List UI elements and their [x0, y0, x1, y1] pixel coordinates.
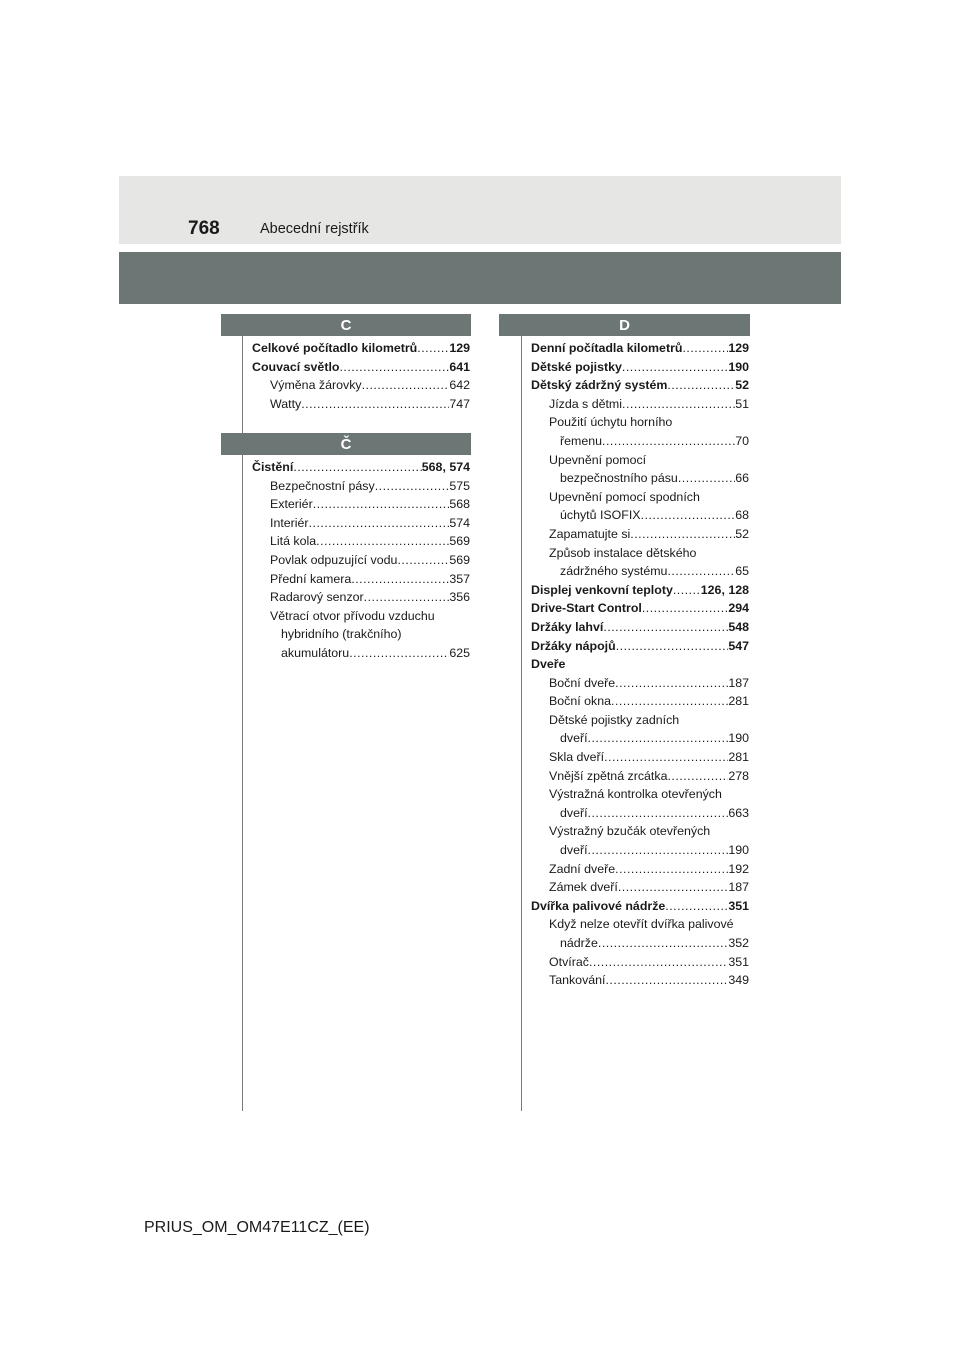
index-entry: [531, 339, 749, 358]
index-entry: [531, 878, 749, 897]
index-entry-term: Jízda s dětmi: [549, 396, 622, 411]
index-entry: [531, 637, 749, 656]
index-entry-page: 66: [735, 471, 749, 486]
index-entry-term: Výměna žárovky: [270, 378, 362, 393]
index-entry: [531, 711, 749, 730]
index-entry-page: 129: [449, 341, 470, 355]
index-entry-term: Boční dveře: [549, 675, 616, 690]
index-entry-term: zádržného systému: [560, 564, 668, 579]
index-entry: [531, 692, 749, 711]
index-entry-term: Zadní dveře: [549, 861, 616, 876]
index-entry-page: 52: [735, 378, 749, 393]
index-entry: [252, 551, 470, 570]
index-entry-term: úchytů ISOFIX: [560, 508, 641, 523]
index-entry-leader: [316, 532, 449, 551]
index-entry: [531, 785, 749, 804]
index-entry: [531, 674, 749, 693]
section-letter-c: C: [221, 314, 471, 336]
index-entry-term: Dětské pojistky: [531, 359, 622, 374]
index-entry-leader: [667, 562, 735, 581]
index-entry-term: Čistění: [252, 460, 294, 474]
index-entry-term: Exteriér: [270, 497, 313, 512]
index-entry-term: Výstražný bzučák otevřených: [549, 824, 711, 839]
index-entry-term: Celkové počítadlo kilometrů: [252, 341, 418, 355]
index-entry-term: Displej venkovní teploty: [531, 582, 673, 597]
index-entry-term: Tankování: [549, 973, 606, 988]
index-entry-leader: [618, 878, 728, 897]
index-entry-page: 747: [449, 396, 470, 411]
index-entry-term: Radarový senzor: [270, 590, 364, 605]
index-entry-leader: [611, 692, 728, 711]
index-entry: [531, 581, 749, 600]
index-entry-term: Když nelze otevřít dvířka palivové: [549, 917, 734, 932]
index-entry-page: 663: [728, 805, 749, 820]
index-list-c: [252, 339, 470, 413]
index-entry-leader: [588, 729, 729, 748]
index-entry-leader: [351, 570, 449, 589]
index-entry: [531, 562, 749, 581]
index-entry-leader: [605, 971, 728, 990]
index-entry: [531, 767, 749, 786]
index-entry: [252, 644, 470, 663]
index-list-c-caron: [252, 458, 470, 663]
index-entry-page: 349: [728, 973, 749, 988]
index-entry: [531, 488, 749, 507]
index-entry-term: Couvací světlo: [252, 359, 340, 374]
index-entry: [252, 358, 470, 377]
index-entry-leader: [598, 934, 728, 953]
index-entry: [531, 599, 749, 618]
index-entry: [531, 971, 749, 990]
index-entry-page: 129: [728, 341, 749, 355]
index-entry-leader: [309, 514, 450, 533]
index-entry: [531, 506, 749, 525]
index-entry-page: 52: [735, 526, 749, 541]
index-entry-term: Vnější zpětná zrcátka: [549, 768, 668, 783]
index-entry-leader: [665, 897, 728, 916]
index-entry-page: 278: [728, 768, 749, 783]
index-entry: [531, 822, 749, 841]
index-entry-term: řemenu: [560, 433, 603, 448]
index-entry-term: Větrací otvor přívodu vzduchu: [270, 608, 435, 623]
index-entry-page: 192: [728, 861, 749, 876]
index-entry-leader: [667, 767, 728, 786]
index-entry: [531, 358, 749, 377]
section-letter-d: D: [499, 314, 750, 336]
index-entry: [252, 570, 470, 589]
index-entry-page: 547: [728, 638, 749, 653]
index-entry: [531, 953, 749, 972]
document-code: PRIUS_OM_OM47E11CZ_(EE): [144, 1219, 370, 1236]
index-entry-term: dveří: [560, 731, 588, 746]
index-entry-term: Interiér: [270, 515, 309, 530]
page-number: 768: [188, 218, 220, 239]
index-entry-page: 351: [728, 898, 749, 913]
index-entry-term: hybridního (trakčního): [281, 627, 402, 642]
index-entry-term: Dětský zádržný systém: [531, 378, 668, 393]
index-entry-page: 569: [449, 552, 470, 567]
index-entry: [252, 395, 470, 414]
section-letter-c-caron: Č: [221, 433, 471, 455]
index-entry-page: 568, 574: [421, 460, 470, 474]
index-entry-term: Boční okna: [549, 694, 611, 709]
index-entry-term: Použití úchytu horního: [549, 415, 673, 430]
index-entry: [531, 860, 749, 879]
index-entry-leader: [301, 395, 449, 414]
index-entry-term: Denní počítadla kilometrů: [531, 341, 683, 355]
index-entry-page: 642: [449, 378, 470, 393]
index-entry-leader: [362, 376, 450, 395]
index-entry-term: Dveře: [531, 657, 566, 672]
index-entry-page: 574: [449, 515, 470, 530]
index-entry-page: 187: [728, 880, 749, 895]
index-entry-page: 294: [728, 601, 749, 616]
index-entry-leader: [417, 339, 449, 358]
index-entry-term: dveří: [560, 843, 588, 858]
index-entry-page: 352: [728, 936, 749, 950]
index-entry-page: 351: [728, 954, 749, 969]
index-entry: [531, 544, 749, 563]
index-entry-leader: [313, 495, 450, 514]
index-entry-page: 625: [449, 645, 470, 660]
right-column-divider: [521, 314, 522, 1111]
index-entry-leader: [641, 506, 736, 525]
index-entry: [252, 458, 470, 477]
index-entry-leader: [622, 395, 735, 414]
index-entry-term: Přední kamera: [270, 571, 352, 586]
index-entry-term: Zámek dveří: [549, 880, 618, 895]
index-entry-leader: [375, 477, 450, 496]
index-entry-page: 190: [728, 843, 749, 858]
index-entry-term: Držáky nápojů: [531, 638, 616, 653]
index-entry-leader: [349, 644, 449, 663]
index-entry-page: 641: [449, 359, 470, 374]
index-entry-leader: [603, 618, 728, 637]
index-entry-term: Bezpečnostní pásy: [270, 478, 375, 493]
index-entry-leader: [293, 458, 421, 477]
index-entry-page: 190: [728, 359, 749, 374]
index-entry-leader: [667, 376, 735, 395]
index-entry-leader: [622, 358, 728, 377]
index-entry-term: Litá kola: [270, 534, 317, 549]
index-entry-leader: [615, 674, 728, 693]
index-entry: [531, 376, 749, 395]
index-entry-page: 357: [449, 571, 470, 586]
index-entry-leader: [630, 525, 735, 544]
index-entry-page: 190: [728, 731, 749, 746]
index-entry-leader: [339, 358, 449, 377]
index-entry-term: Povlak odpuzující vodu: [270, 552, 398, 567]
index-entry: [531, 729, 749, 748]
index-entry-page: 187: [728, 675, 749, 690]
index-entry: [252, 625, 470, 644]
index-entry-page: 281: [728, 694, 749, 709]
index-entry-page: 281: [728, 750, 749, 765]
index-entry-leader: [589, 953, 728, 972]
header-top-band: [119, 176, 841, 244]
page-title: Abecední rejstřík: [260, 221, 369, 237]
header-dark-band: [119, 252, 841, 304]
index-entry: [252, 477, 470, 496]
index-entry: [531, 432, 749, 451]
index-entry-leader: [604, 748, 728, 767]
index-entry: [531, 915, 749, 934]
index-entry-term: Otvírač: [549, 954, 589, 969]
index-entry-leader: [588, 841, 729, 860]
index-entry: [531, 525, 749, 544]
index-entry-leader: [616, 637, 729, 656]
index-entry-page: 65: [735, 564, 749, 579]
index-entry-page: 126, 128: [700, 582, 749, 597]
index-entry-term: Upevnění pomocí spodních: [549, 489, 700, 504]
index-entry: [531, 748, 749, 767]
index-list-d: [531, 339, 749, 990]
index-entry-leader: [397, 551, 449, 570]
index-entry-term: akumulátoru: [281, 645, 350, 660]
index-entry-leader: [615, 860, 728, 879]
index-entry: [252, 532, 470, 551]
index-entry-term: Držáky lahví: [531, 619, 604, 634]
index-entry-term: Drive-Start Control: [531, 601, 642, 616]
index-entry: [531, 469, 749, 488]
index-entry-leader: [673, 581, 701, 600]
index-entry: [252, 339, 470, 358]
index-entry: [531, 804, 749, 823]
index-entry-leader: [642, 599, 728, 618]
index-entry: [252, 607, 470, 626]
index-entry: [252, 588, 470, 607]
index-entry-page: 548: [728, 619, 749, 634]
index-entry-leader: [678, 469, 735, 488]
index-entry-term: Dvířka palivové nádrže: [531, 898, 666, 913]
index-entry: [252, 376, 470, 395]
index-entry-term: Upevnění pomocí: [549, 452, 647, 467]
index-entry: [531, 841, 749, 860]
index-entry-term: Výstražná kontrolka otevřených: [549, 787, 722, 802]
index-entry-page: 568: [449, 497, 470, 512]
index-entry-term: dveří: [560, 805, 588, 820]
index-entry-leader: [602, 432, 735, 451]
index-entry-term: bezpečnostního pásu: [560, 471, 678, 486]
index-entry: [531, 934, 749, 953]
index-entry-page: 68: [735, 508, 749, 523]
index-entry-leader: [682, 339, 728, 358]
index-entry: [531, 413, 749, 432]
index-entry-leader: [588, 804, 729, 823]
index-entry: [531, 655, 749, 674]
index-entry-page: 575: [449, 478, 470, 493]
index-entry-term: Skla dveří: [549, 750, 605, 765]
index-entry-term: Způsob instalace dětského: [549, 545, 697, 560]
index-entry-term: Zapamatujte si: [549, 526, 631, 541]
index-entry: [252, 495, 470, 514]
index-entry-page: 569: [449, 534, 470, 549]
index-entry-page: 356: [449, 590, 470, 605]
index-entry: [531, 618, 749, 637]
index-entry-page: 70: [735, 433, 749, 448]
index-entry-leader: [364, 588, 450, 607]
index-entry-term: Watty: [270, 396, 302, 411]
index-entry-page: 51: [735, 396, 749, 411]
index-entry-term: nádrže: [560, 936, 598, 950]
index-entry: [531, 451, 749, 470]
index-entry: [252, 514, 470, 533]
index-entry-term: Dětské pojistky zadních: [549, 712, 680, 727]
index-entry: [531, 897, 749, 916]
index-entry: [531, 395, 749, 414]
